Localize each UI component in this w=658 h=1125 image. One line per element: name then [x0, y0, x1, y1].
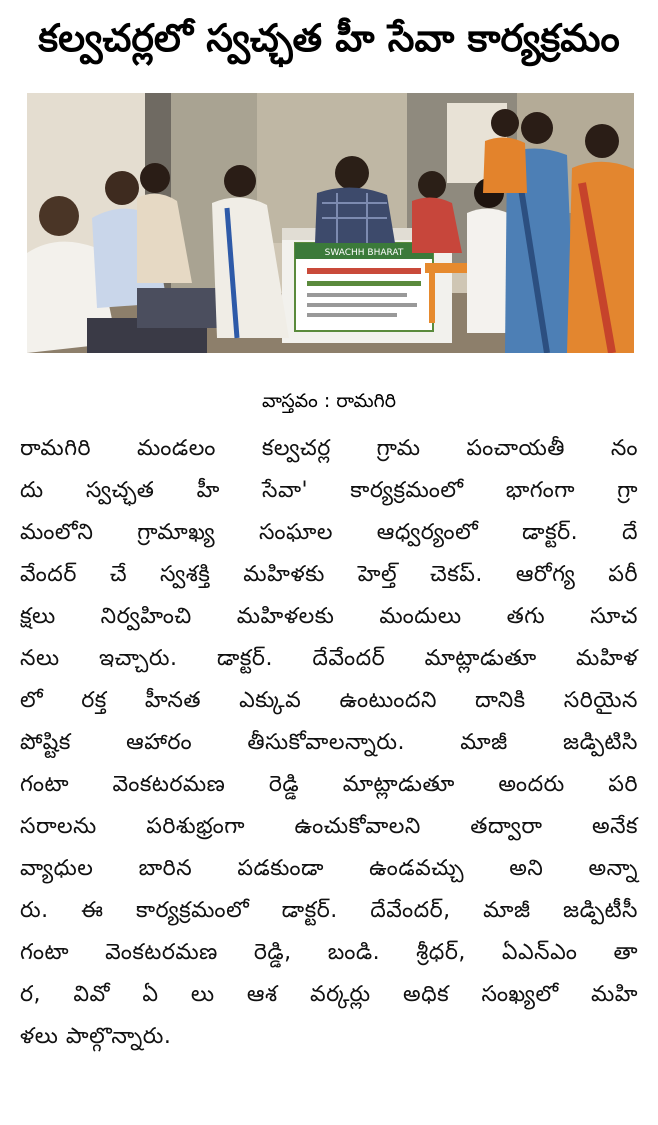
banner-text: SWACHH BHARAT	[324, 248, 404, 258]
body-line: సరాలను పరిశుభ్రంగా ఉంచుకోవాలని తద్వారా అనేక	[20, 814, 638, 839]
headline: కల్వచర్లలో స్వచ్ఛత హీ సేవా కార్యక్రమం	[38, 16, 620, 60]
body-line: ర, వివో ఏ లు ఆశ వర్కర్లు అధిక సంఖ్యలో మహి	[20, 982, 638, 1007]
article-body	[20, 428, 638, 1058]
body-line: వేందర్ చే స్వశక్తి మహిళకు హెల్త్ చెకప్. ఆరోగ్య పరీ	[20, 562, 638, 587]
body-line: పోష్టిక ఆహారం తీసుకోవాలన్నారు. మాజీ జడ్పిటిసి	[20, 730, 638, 755]
body-line: నలు ఇచ్చారు. డాక్టర్. దేవేందర్ మాట్లాడుతూ మహిళ	[20, 646, 638, 671]
body-line: రామగిరి మండలం కల్వచర్ల గ్రామ పంచాయతీ నం	[20, 436, 638, 461]
body-line: క్షలు నిర్వహించి మహిళలకు మందులు తగు సూచ	[20, 604, 638, 629]
body-line: లో రక్త హీనత ఎక్కువ ఉంటుందని దానికి సరియైన	[20, 688, 638, 713]
body-line: మంలోని గ్రామాఖ్య సంఘాల ఆధ్వర్యంలో డాక్టర్. దే	[20, 520, 638, 545]
body-line: వ్యాధుల బారిన పడకుండా ఉండవచ్చు అని అన్నా	[20, 856, 638, 881]
body-line: ళలు పాల్గొన్నారు.	[20, 1024, 172, 1049]
body-line: రు. ఈ కార్యక్రమంలో డాక్టర్. దేవేందర్, మాజీ జడ్పిటీసీ	[20, 898, 638, 923]
news-photo	[27, 93, 634, 353]
body-line: గంటా వెంకటరమణ రెడ్డి మాట్లాడుతూ అందరు పరి	[20, 772, 638, 797]
body-line: దు స్వచ్ఛత హీ సేవా' కార్యక్రమంలో భాగంగా గ్రా	[20, 478, 638, 503]
dateline: వాస్తవం : రామగిరి	[262, 390, 396, 412]
health-camp-photo	[27, 93, 634, 353]
body-line: గంటా వెంకటరమణ రెడ్డి, బండి. శ్రీధర్, ఏఎన్ఎం తా	[20, 940, 638, 965]
